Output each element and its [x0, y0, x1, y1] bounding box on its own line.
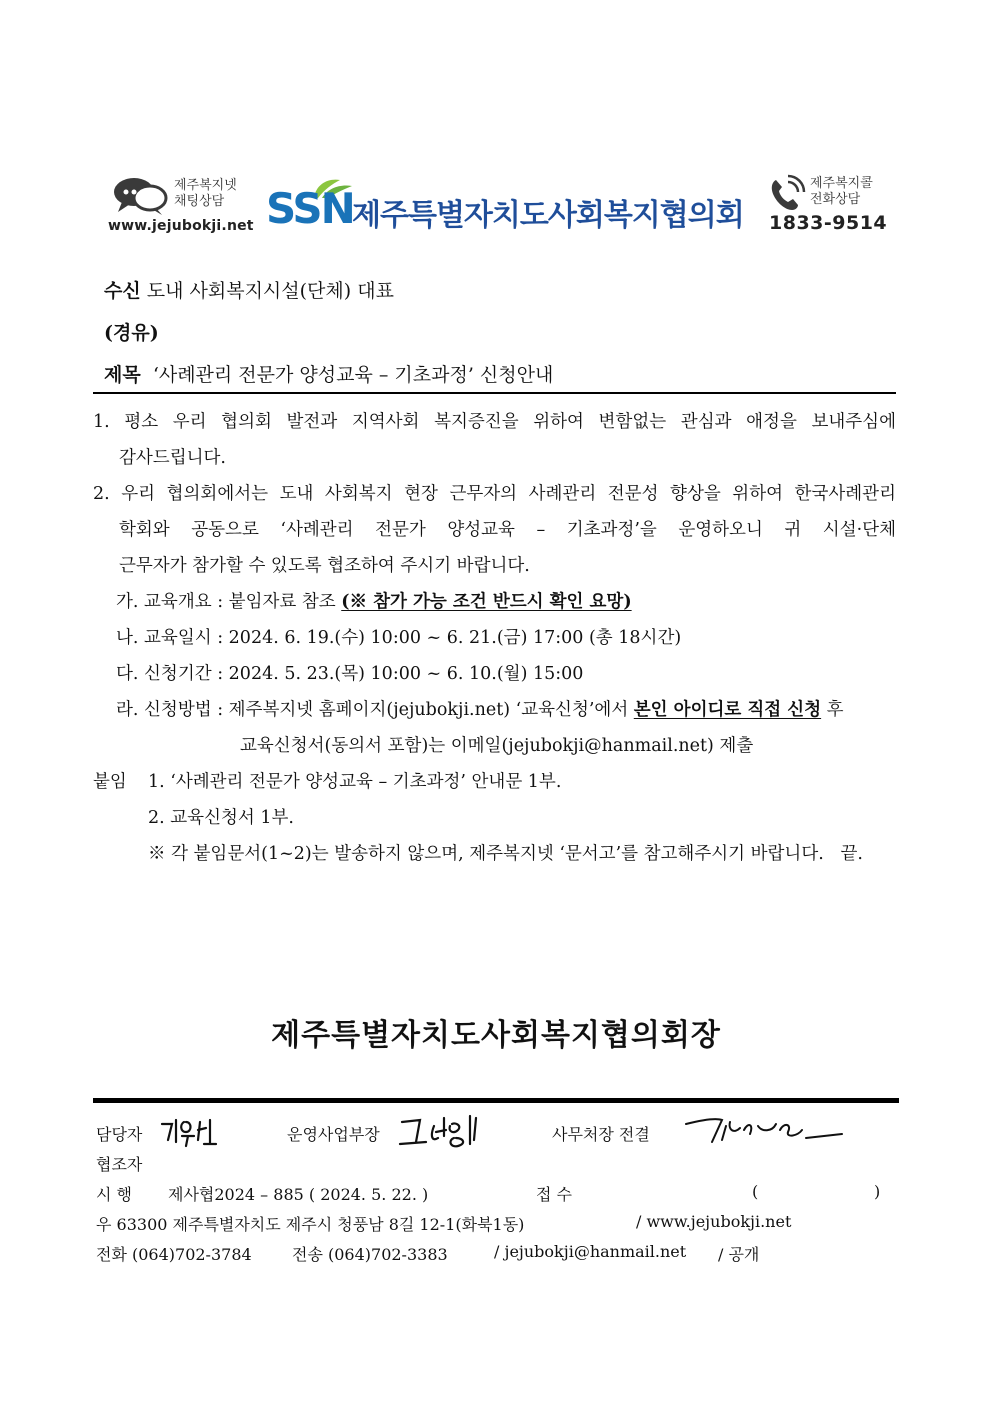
via-label: (경유) — [104, 322, 159, 344]
secretary-signature — [682, 1112, 846, 1148]
item-overview — [116, 588, 632, 613]
secretary-label: 사무처장 전결 — [552, 1125, 650, 1144]
footer-divider — [93, 1098, 899, 1103]
address: 우 63300 제주특별자치도 제주시 청풍남 8길 12-1(화북1동) — [96, 1215, 525, 1234]
paragraph-1-line-2: 감사드립니다. — [119, 448, 226, 468]
phone-icon — [766, 174, 806, 214]
attachment-label: 붙임 — [93, 772, 127, 792]
website-link[interactable]: / www.jejubokji.net — [636, 1212, 792, 1231]
paragraph-2-line-2: 학회와 공동으로 ‘사례관리 전문가 양성교육 – 기초과정’을 운영하오니 귀 시설·단체 — [119, 520, 896, 540]
attachment-2: 2. 교육신청서 1부. — [148, 808, 294, 828]
paragraph-2-line-3: 근무자가 참가할 수 있도록 협조하여 주시기 바랍니다. — [119, 556, 530, 576]
recipient-label: 수신 — [104, 280, 141, 302]
call-consult-logo — [766, 174, 896, 236]
receipt-paren-close: ) — [874, 1182, 881, 1201]
item-overview-text: 가. 교육개요 : 붙임자료 참조 — [116, 592, 342, 612]
recipient-value: 도내 사회복지시설(단체) 대표 — [146, 280, 394, 302]
sender-title: 제주특별자치도사회복지협의회장 — [271, 1018, 721, 1053]
chat-label-1: 제주복지넷 — [174, 178, 237, 193]
staff-signature — [158, 1114, 228, 1150]
visibility-status: / 공개 — [718, 1245, 760, 1264]
item-overview-emphasis: (※ 참가 가능 조건 반드시 확인 요망) — [341, 592, 632, 612]
chat-label-2: 채팅상담 — [174, 194, 225, 209]
manager-signature — [398, 1112, 498, 1150]
item-method-post: 후 — [821, 700, 844, 720]
attachment-1: 1. ‘사례관리 전문가 양성교육 – 기초과정’ 안내문 1부. — [148, 772, 562, 792]
subject-divider — [93, 392, 896, 394]
attachment-note — [148, 840, 863, 865]
cooperator-label: 협조자 — [96, 1155, 143, 1174]
issue-value: 제사협2024 – 885 ( 2024. 5. 22. ) — [168, 1185, 429, 1204]
subject-label: 제목 — [104, 364, 141, 386]
call-label-1: 제주복지콜 — [810, 176, 873, 191]
chat-url[interactable]: www.jejubokji.net — [108, 218, 254, 234]
org-logo — [266, 174, 756, 233]
paragraph-2-line-1: 2. 우리 협의회에서는 도내 사회복지 현장 근무자의 사례관리 전문성 향상을 위하여 한국사례관리 — [93, 484, 896, 504]
paragraph-1-line-1: 1. 평소 우리 협의회 발전과 지역사회 복지증진을 위하여 변함없는 관심과 애정을 보내주심에 — [93, 412, 896, 432]
item-method-emphasis: 본인 아이디로 직접 신청 — [633, 700, 822, 720]
call-number[interactable]: 1833-9514 — [769, 212, 888, 234]
fax-number: 전송 (064)702-3383 — [292, 1245, 448, 1264]
item-method-line-2: 교육신청서(동의서 포함)는 이메일(jejubokji@hanmail.net) 제출 — [240, 736, 754, 756]
phone-number: 전화 (064)702-3784 — [96, 1245, 252, 1264]
receipt-paren-open: ( — [752, 1182, 759, 1201]
item-method-text: 라. 신청방법 : 제주복지넷 홈페이지(jejubokji.net) ‘교육신청’에서 — [116, 700, 634, 720]
item-application-method — [116, 696, 844, 721]
subject-value: ‘사례관리 전문가 양성교육 – 기초과정’ 신청안내 — [152, 364, 554, 386]
receipt-label: 접 수 — [536, 1185, 572, 1204]
call-label-2: 전화상담 — [810, 192, 861, 207]
item-application-period: 다. 신청기간 : 2024. 5. 23.(목) 10:00 ~ 6. 10.(월) 15:00 — [116, 664, 584, 684]
manager-label: 운영사업부장 — [287, 1125, 380, 1144]
chat-consult-logo — [108, 176, 253, 236]
subject-row — [104, 360, 553, 387]
attachment-note-text: ※ 각 붙임문서(1~2)는 발송하지 않으며, 제주복지넷 ‘문서고’를 참고해주시기 바랍니다. — [148, 844, 824, 864]
issue-label: 시 행 — [96, 1185, 132, 1204]
staff-label: 담당자 — [96, 1125, 143, 1144]
email-link[interactable]: / jejubokji@hanmail.net — [494, 1242, 687, 1261]
chat-bubble-icon — [112, 176, 168, 216]
ssn-brand: SSN — [266, 184, 354, 233]
recipient-row — [104, 276, 394, 303]
org-name-logo: 제주특별자치도사회복지협의회 — [352, 198, 744, 233]
item-schedule: 나. 교육일시 : 2024. 6. 19.(수) 10:00 ~ 6. 21.(금) 17:00 (총 18시간) — [116, 628, 682, 648]
end-mark: 끝. — [840, 844, 863, 864]
